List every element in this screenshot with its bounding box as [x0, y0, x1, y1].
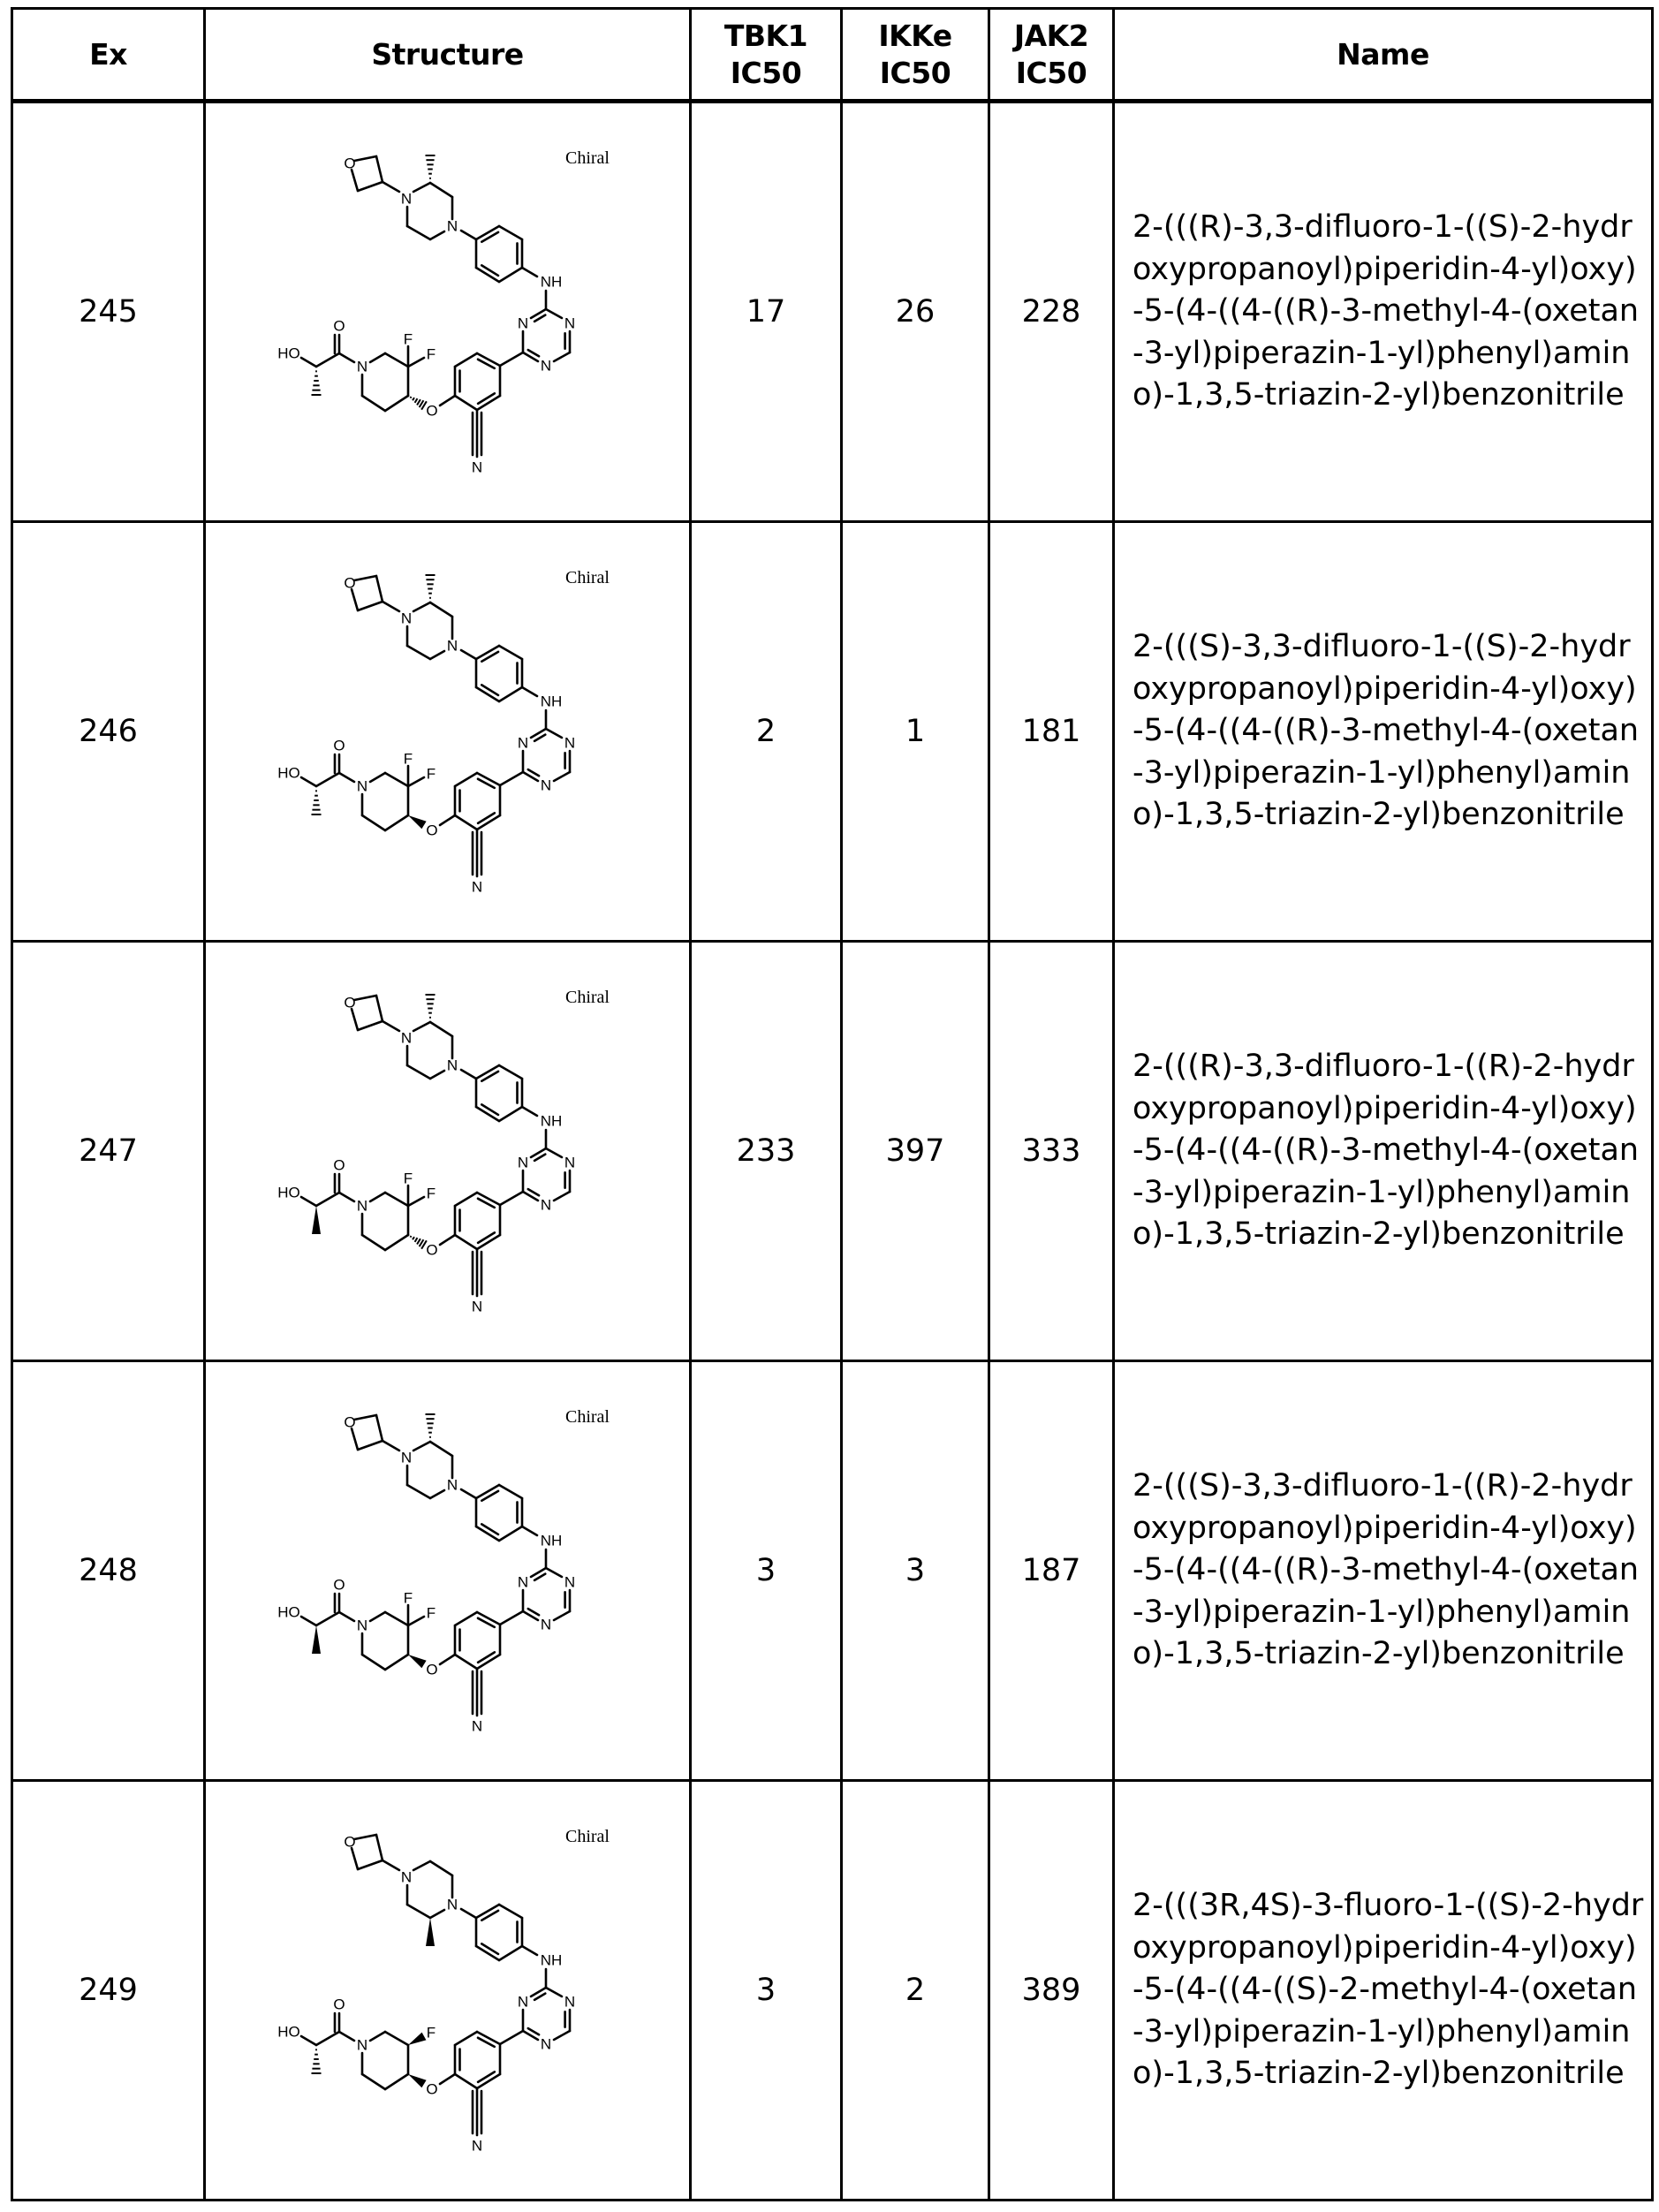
- atom-piperazine-n1: N: [400, 190, 413, 208]
- atom-ether-oxygen: O: [426, 822, 438, 839]
- atom-oxetane-oxygen: O: [344, 574, 356, 592]
- example-number: 249: [12, 1781, 205, 2201]
- example-number: 246: [12, 522, 205, 942]
- atom-triazine-n: N: [517, 1573, 529, 1591]
- atom-carbonyl-oxygen: O: [333, 1576, 345, 1594]
- header-ex: Ex: [12, 9, 205, 102]
- atom-nitrile-n: N: [471, 2137, 483, 2155]
- atom-fluorine: F: [426, 1185, 436, 1202]
- atom-triazine-n: N: [540, 776, 552, 794]
- ikke-ic50-value: 2: [842, 1781, 989, 2201]
- atom-amine-nh: NH: [540, 1951, 563, 1969]
- atom-triazine-n: N: [517, 1993, 529, 2011]
- atom-oxetane-oxygen: O: [344, 155, 356, 172]
- chiral-label: Chiral: [565, 1827, 610, 1846]
- jak2-ic50-value: 333: [989, 942, 1114, 1361]
- atom-piperidine-n: N: [356, 358, 368, 375]
- atom-fluorine: F: [426, 2024, 436, 2042]
- structure-cell: [205, 1361, 691, 1781]
- atom-fluorine: F: [426, 765, 436, 783]
- chemical-structure-drawing: [206, 103, 692, 520]
- atom-fluorine: F: [403, 750, 413, 768]
- structure-cell: [205, 942, 691, 1361]
- atom-fluorine: F: [403, 1589, 413, 1607]
- atom-triazine-n: N: [540, 1196, 552, 1214]
- atom-hydroxyl: HO: [277, 1184, 300, 1201]
- atom-piperidine-n: N: [356, 777, 368, 795]
- tbk1-ic50-value: 3: [691, 1781, 842, 2201]
- atom-triazine-n: N: [540, 357, 552, 375]
- atom-piperazine-n1: N: [400, 610, 413, 627]
- atom-amine-nh: NH: [540, 1112, 563, 1130]
- atom-hydroxyl: HO: [277, 345, 300, 362]
- atom-piperazine-n1: N: [400, 1449, 413, 1466]
- compound-name: 2-(((3R,4S)-3-fluoro-1-((S)-2-hydroxypropanoyl)piperidin-4-yl)oxy)-5-(4-((4-((S)-2-methyl-4-(oxetan-3-yl)piperazin-1-yl)phenyl)amino)-1,3,5-triazin-2-yl)benzonitrile: [1114, 1781, 1653, 2201]
- atom-triazine-n: N: [540, 2035, 552, 2053]
- atom-piperazine-n1: N: [400, 1029, 413, 1047]
- atom-triazine-n: N: [564, 1154, 576, 1171]
- compound-name: 2-(((S)-3,3-difluoro-1-((S)-2-hydroxypropanoyl)piperidin-4-yl)oxy)-5-(4-((4-((R)-3-methyl-4-(oxetan-3-yl)piperazin-1-yl)phenyl)amino)-1,3,5-triazin-2-yl)benzonitrile: [1114, 522, 1653, 942]
- atom-nitrile-n: N: [471, 1717, 483, 1735]
- header-structure: Structure: [205, 9, 691, 102]
- atom-hydroxyl: HO: [277, 1603, 300, 1621]
- atom-piperidine-n: N: [356, 2036, 368, 2054]
- header-tbk1-line2: IC50: [730, 55, 802, 90]
- atom-amine-nh: NH: [540, 693, 563, 710]
- chemical-structure-drawing: [206, 943, 692, 1360]
- chemical-structure-drawing: [206, 523, 692, 940]
- atom-carbonyl-oxygen: O: [333, 1996, 345, 2013]
- header-tbk1-ic50: [691, 9, 842, 102]
- atom-fluorine: F: [403, 1170, 413, 1187]
- table-row-246: [12, 522, 1653, 942]
- atom-nitrile-n: N: [471, 1298, 483, 1315]
- header-jak2-line2: IC50: [1015, 55, 1087, 90]
- compound-name: 2-(((R)-3,3-difluoro-1-((R)-2-hydroxypropanoyl)piperidin-4-yl)oxy)-5-(4-((4-((R)-3-methyl-4-(oxetan-3-yl)piperazin-1-yl)phenyl)amino)-1,3,5-triazin-2-yl)benzonitrile: [1114, 942, 1653, 1361]
- jak2-ic50-value: 228: [989, 102, 1114, 522]
- compound-name: 2-(((R)-3,3-difluoro-1-((S)-2-hydroxypropanoyl)piperidin-4-yl)oxy)-5-(4-((4-((R)-3-methyl-4-(oxetan-3-yl)piperazin-1-yl)phenyl)amino)-1,3,5-triazin-2-yl)benzonitrile: [1114, 102, 1653, 522]
- atom-fluorine: F: [426, 1604, 436, 1622]
- atom-hydroxyl: HO: [277, 2023, 300, 2041]
- atom-piperidine-n: N: [356, 1197, 368, 1215]
- header-tbk1-line1: TBK1: [723, 18, 808, 53]
- example-number: 245: [12, 102, 205, 522]
- atom-piperidine-n: N: [356, 1617, 368, 1634]
- header-jak2-ic50: [989, 9, 1114, 102]
- chiral-label: Chiral: [565, 1407, 610, 1427]
- atom-triazine-n: N: [517, 734, 529, 752]
- chiral-label: Chiral: [565, 148, 610, 168]
- ikke-ic50-value: 26: [842, 102, 989, 522]
- ikke-ic50-value: 1: [842, 522, 989, 942]
- ikke-ic50-value: 397: [842, 942, 989, 1361]
- header-ikke-line1: IKKe: [878, 18, 952, 53]
- table-row-247: [12, 942, 1653, 1361]
- atom-piperazine-n4: N: [446, 217, 458, 235]
- atom-nitrile-n: N: [471, 458, 483, 476]
- atom-triazine-n: N: [564, 1573, 576, 1591]
- jak2-ic50-value: 187: [989, 1361, 1114, 1781]
- atom-piperazine-n4: N: [446, 1476, 458, 1494]
- atom-triazine-n: N: [564, 734, 576, 752]
- ikke-ic50-value: 3: [842, 1361, 989, 1781]
- atom-ether-oxygen: O: [426, 1241, 438, 1259]
- chemical-structure-drawing: [206, 1782, 692, 2199]
- atom-amine-nh: NH: [540, 1532, 563, 1549]
- atom-amine-nh: NH: [540, 273, 563, 291]
- structure-cell: [205, 1781, 691, 2201]
- atom-oxetane-oxygen: O: [344, 1833, 356, 1851]
- atom-piperazine-n4: N: [446, 1896, 458, 1913]
- atom-carbonyl-oxygen: O: [333, 737, 345, 754]
- atom-hydroxyl: HO: [277, 764, 300, 782]
- header-row: [12, 9, 1653, 102]
- atom-oxetane-oxygen: O: [344, 1413, 356, 1431]
- atom-carbonyl-oxygen: O: [333, 317, 345, 335]
- atom-triazine-n: N: [564, 314, 576, 332]
- atom-fluorine: F: [403, 330, 413, 348]
- atom-ether-oxygen: O: [426, 1661, 438, 1678]
- atom-ether-oxygen: O: [426, 2080, 438, 2098]
- chiral-label: Chiral: [565, 568, 610, 587]
- chiral-label: Chiral: [565, 988, 610, 1007]
- tbk1-ic50-value: 233: [691, 942, 842, 1361]
- header-ikke-line2: IC50: [879, 55, 951, 90]
- atom-piperazine-n1: N: [400, 1868, 413, 1886]
- tbk1-ic50-value: 17: [691, 102, 842, 522]
- example-number: 247: [12, 942, 205, 1361]
- compound-name: 2-(((S)-3,3-difluoro-1-((R)-2-hydroxypropanoyl)piperidin-4-yl)oxy)-5-(4-((4-((R)-3-methyl-4-(oxetan-3-yl)piperazin-1-yl)phenyl)amino)-1,3,5-triazin-2-yl)benzonitrile: [1114, 1361, 1653, 1781]
- atom-triazine-n: N: [540, 1616, 552, 1633]
- atom-triazine-n: N: [517, 1154, 529, 1171]
- atom-nitrile-n: N: [471, 878, 483, 896]
- chemical-structure-drawing: [206, 1362, 692, 1779]
- compound-table: [11, 7, 1654, 2201]
- table-row-249: [12, 1781, 1653, 2201]
- tbk1-ic50-value: 2: [691, 522, 842, 942]
- atom-piperazine-n4: N: [446, 637, 458, 655]
- header-name: Name: [1114, 9, 1653, 102]
- header-ikke-ic50: [842, 9, 989, 102]
- atom-ether-oxygen: O: [426, 402, 438, 420]
- jak2-ic50-value: 389: [989, 1781, 1114, 2201]
- tbk1-ic50-value: 3: [691, 1361, 842, 1781]
- atom-triazine-n: N: [564, 1993, 576, 2011]
- structure-cell: [205, 522, 691, 942]
- atom-fluorine: F: [426, 345, 436, 363]
- table-row-248: [12, 1361, 1653, 1781]
- atom-oxetane-oxygen: O: [344, 994, 356, 1011]
- example-number: 248: [12, 1361, 205, 1781]
- atom-carbonyl-oxygen: O: [333, 1156, 345, 1174]
- jak2-ic50-value: 181: [989, 522, 1114, 942]
- table-row-245: [12, 102, 1653, 522]
- atom-piperazine-n4: N: [446, 1057, 458, 1074]
- header-jak2-line1: JAK2: [1013, 18, 1089, 53]
- atom-triazine-n: N: [517, 314, 529, 332]
- structure-cell: [205, 102, 691, 522]
